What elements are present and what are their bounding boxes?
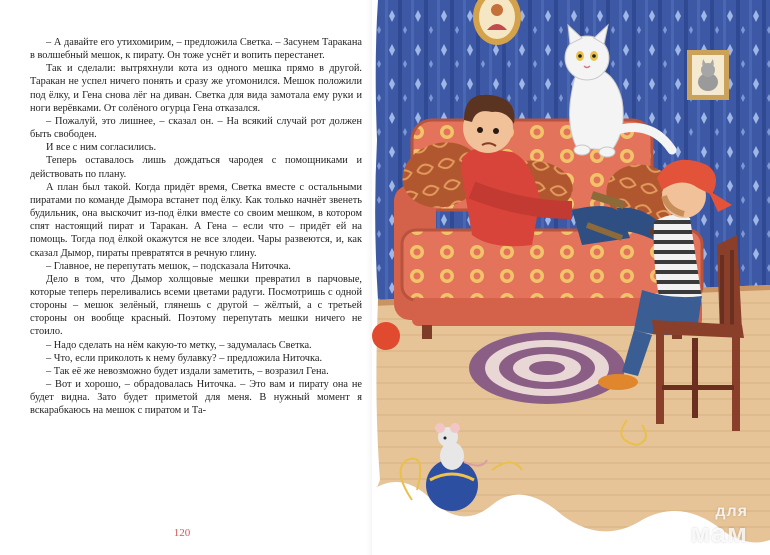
paragraph: Теперь оставалось лишь дождаться чародея с помощниками и действовать по плану.	[30, 155, 362, 180]
paragraph: И все с ним согласились.	[46, 142, 157, 154]
paragraph: – Главное, не перепутать мешок, – подсказала Ниточка.	[46, 260, 291, 272]
paragraph: – А давайте его утихомирим, – предложила Светка. – Засунем Таракана в волшебный мешок, к пирату. Он тоже уснёт и вопить перестанет.	[30, 37, 362, 62]
paragraph: Дело в том, что Дымор холщовые мешки превратил в парчовые, которые теперь переливались всеми цветами радуги. Посмотришь с одной стороны – мешок зелёный, глянешь с другой – жёлтый, а с третьей стороны он вообще красный. Поэтому перепутать мешки ничего не стоило.	[30, 273, 362, 338]
watermark-line-1: для	[715, 503, 748, 520]
illustration-scene	[372, 0, 770, 555]
left-page	[0, 0, 372, 555]
page-number: 120	[173, 527, 191, 539]
watermark-logo	[690, 504, 748, 547]
paragraph: – Так её же невозможно будет издали заметить, – возразил Гена.	[46, 365, 329, 377]
watermark-line-2: мам	[690, 518, 748, 548]
paragraph: А план был такой. Когда придёт время, Светка вместе с остальными пиратами по команде Дымора встанет под ёлку. Как только начнёт звенеть будильник, она выскочит из-под ёлки вместе со своим мешком, в котором спят настоящий пират и Таракан. А Гена – если что – придёт ей на помощь. Тогда под ёлкой окажутся не все злодеи. Чары развеются, и, как сказал Дымор, пираты превратятся в речную глину.	[30, 181, 362, 259]
illustration	[372, 0, 770, 555]
paragraph: – Пожалуй, это лишнее, – сказал он. – На всякий случай рот должен быть свободен.	[30, 115, 362, 141]
red-ball	[372, 322, 400, 350]
story-text	[30, 36, 362, 418]
round-rug	[469, 332, 625, 404]
paragraph: – Что, если приколоть к нему булавку? – предложила Ниточка.	[46, 352, 323, 364]
paragraph: – Вот и хорошо, – обрадовалась Ниточка. – Это вам и пирату она не будет видна. Зато будет приметой для меня. В нужный момент я вскарабкаюсь на мешок с пиратом и Та-	[30, 379, 362, 417]
cat-portrait-frame	[687, 50, 729, 100]
paragraph: – Надо сделать на нём какую-то метку, – задумалась Светка.	[46, 339, 312, 351]
paragraph: Так и сделали: вытряхнули кота из одного мешка прямо в другой. Таракан не успел ничего понять и сразу же угомонился. Мешок положили под ёлку, и Гена снова лёг на диван. Светка для вида замотала ему руки и ноги верёвками. От солёного огурца Гена отказался.	[30, 63, 362, 114]
